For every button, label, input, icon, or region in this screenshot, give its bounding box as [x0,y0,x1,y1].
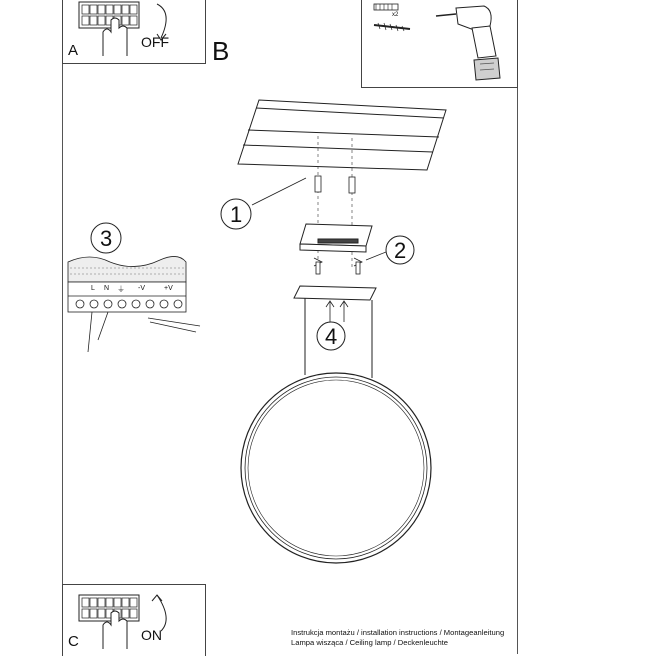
terminal-label-earth: ⏚ [117,285,125,294]
ceiling-plate [238,100,446,170]
terminal-block [68,256,200,352]
screw-count-label: x2 [392,12,399,18]
callout-4-number: 4 [325,324,338,349]
canopy-bracket [300,224,372,252]
mounting-screws [315,176,355,193]
panel-c-letter: C [68,633,79,650]
footer-text [291,628,504,648]
terminal-label-plus-v: +V [164,285,173,292]
bracket-screws [314,258,362,274]
breaker-switch-on-illustration [77,591,197,651]
terminal-label-l: L [91,285,95,292]
terminal-label-minus-v: -V [138,285,145,292]
terminal-label-n: N [104,285,110,292]
callout-1-leader [252,178,306,205]
callout-3-number: 3 [100,226,113,251]
canopy-cover [294,286,376,300]
callout-2-leader [366,252,386,260]
callout-2-number: 2 [394,238,407,263]
ring-lamp [241,373,431,563]
panel-c-state-label: ON [141,627,162,643]
panel-a-state-label: OFF [141,34,169,50]
footer-line-1: Instrukcja montażu / installation instructions / Montageanleitung [291,628,505,637]
assembly-arrows [326,301,348,322]
footer-line-2: Lampa wisząca / Ceiling lamp / Deckenleuchte [291,638,449,647]
panel-a-letter: A [68,42,79,59]
callout-1-number: 1 [230,202,243,227]
panel-c-on [62,584,206,656]
panel-b-letter: B [212,36,230,66]
